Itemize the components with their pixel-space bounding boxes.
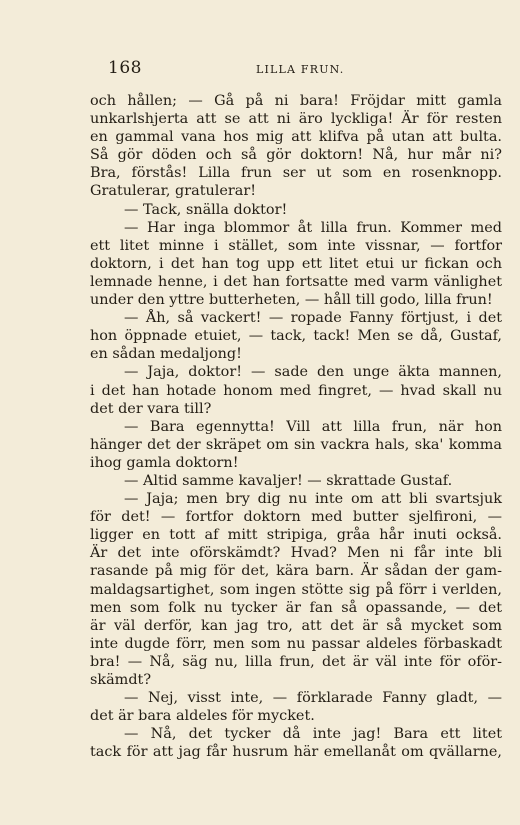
text-line: under den yttre butterheten, — håll till godo, lilla frun! (90, 292, 493, 309)
text-line: — Jaja; men bry dig nu inte om att bli svartsjuk (124, 491, 502, 508)
text-line: unkarlshjerta att se att ni äro lyckliga! Är för resten (90, 111, 502, 128)
text-line: inte dugde förr, men som nu passar aldeles förbaskadt (90, 635, 502, 652)
text-line: ligger en tott af mitt stripiga, gråa hår inuti också. (90, 527, 502, 544)
text-line: — Nå, det tycker då inte jag! Bara ett litet (124, 726, 502, 743)
text-line: rasande på mig för det, kära barn. Är sådan der gam- (90, 563, 502, 580)
text-line: lemnade henne, i det han fortsatte med varm vänlighet (90, 273, 502, 290)
text-line: Är det inte oförskämdt? Hvad? Men ni får inte bli (90, 545, 502, 562)
text-line: — Nej, visst inte, — förklarade Fanny gladt, — (124, 690, 502, 707)
text-line: det är bara aldeles för mycket. (90, 708, 315, 725)
text-line: Gratulerar, gratulerar! (90, 183, 256, 200)
text-line: — Åh, så vackert! — ropade Fanny förtjust, i det (124, 310, 502, 327)
body-text (90, 92, 502, 761)
text-line: en gammal vana hos mig att klifva på utan att bulta. (90, 129, 502, 146)
text-line: men som folk nu tycker är fan så opassande, — det (90, 599, 502, 616)
text-line: — Jaja, doktor! — sade den unge äkta mannen, (124, 364, 502, 381)
text-line: är väl derför, kan jag tro, att det är så mycket som (90, 617, 502, 634)
text-line: — Bara egennytta! Vill att lilla frun, när hon (124, 418, 502, 435)
page-header (108, 58, 348, 82)
text-line: och hållen; — Gå på ni bara! Fröjdar mitt gamla (90, 93, 502, 109)
text-line: det der vara till? (90, 400, 212, 417)
text-line: — Altid samme kavaljer! — skrattade Gustaf. (124, 472, 453, 489)
text-line: ihog gamla doktorn! (90, 454, 239, 471)
text-line: Så gör döden och så gör doktorn! Nå, hur mår ni? (90, 147, 502, 164)
text-line: i det han hotade honom med fingret, — hvad skall nu (90, 382, 502, 399)
page-number: 168 (108, 58, 142, 78)
text-line: tack för att jag får husrum här emellanåt om qvällarne, (90, 744, 502, 761)
text-line: bra! — Nå, säg nu, lilla frun, det är väl inte för oför- (90, 653, 502, 670)
text-line: — Tack, snälla doktor! (124, 201, 288, 218)
text-line: Bra, förstås! Lilla frun ser ut som en rosenknopp. (90, 165, 502, 182)
text-line: — Har inga blommor åt lilla frun. Kommer med (124, 219, 502, 236)
text-line: skämdt? (90, 672, 152, 688)
running-title: LILLA FRUN. (256, 63, 345, 76)
text-line: maldagsartighet, som ingen stötte sig på förr i verlden, (90, 581, 502, 598)
text-line: hon öppnade etuiet, — tack, tack! Men se då, Gustaf, (90, 328, 502, 345)
text-line: hänger det der skräpet om sin vackra hals, ska' komma (90, 436, 502, 453)
text-line: ett litet minne i stället, som inte vissnar, — fortfor (90, 237, 502, 254)
text-line: doktorn, i det han tog upp ett litet etui ur fickan och (90, 255, 502, 272)
text-line: en sådan medaljong! (90, 346, 242, 363)
text-line: för det! — fortfor doktorn med butter sjelfironi, — (90, 509, 502, 526)
